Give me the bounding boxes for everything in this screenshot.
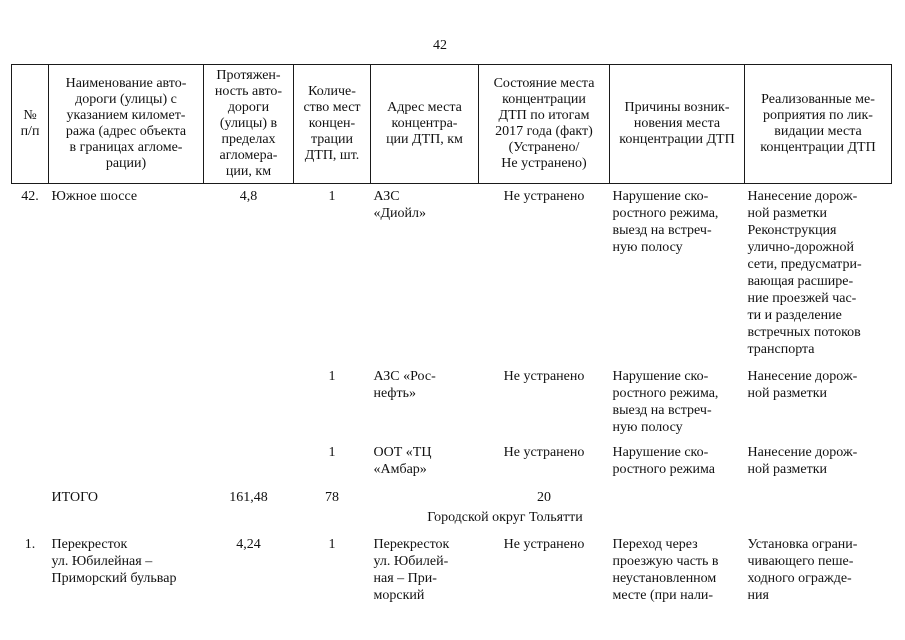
spot-address: ООТ «ТЦ «Амбар» — [373, 445, 432, 477]
header-row — [12, 65, 892, 184]
causes: Нарушение ско- ростного режима, выезд на встреч- ную полосу — [612, 369, 719, 435]
section-heading: Городской округ Тольятти — [427, 510, 583, 525]
road-length: 4,24 — [236, 537, 261, 552]
status: Не устранено — [503, 369, 585, 384]
causes: Переход через проезжую часть в неустановленном месте (при нали- — [612, 537, 719, 603]
total-count: 78 — [325, 490, 339, 505]
header-spot-count: Количе- ство мест концен- трации ДТП, шт. — [294, 65, 371, 184]
road-name: Перекресток ул. Юбилейная – Приморский бульвар — [51, 537, 177, 586]
page-number: 42 — [433, 38, 447, 53]
measures: Установка ограни- чивающего пеше- ходного огражде- ния — [747, 537, 858, 603]
row-number: 42. — [21, 189, 39, 204]
spot-address: АЗС «Диойл» — [373, 189, 427, 221]
table-row — [12, 184, 892, 359]
spot-count: 1 — [328, 369, 336, 384]
status: Не устранено — [503, 537, 585, 552]
table-row — [12, 526, 892, 604]
row-number: 1. — [24, 537, 36, 552]
total-label: ИТОГО — [51, 490, 98, 505]
total-row — [12, 478, 892, 506]
status: Не устранено — [503, 445, 585, 460]
measures: Нанесение дорож- ной разметки — [747, 445, 858, 477]
header-road-length: Протяжен- ность авто- дороги (улицы) в пределах агломера- ции, км — [204, 65, 294, 184]
total-status: 20 — [537, 490, 551, 505]
spot-count: 1 — [328, 189, 336, 204]
table-row — [12, 436, 892, 478]
road-name: Южное шоссе — [51, 189, 138, 204]
spot-address: АЗС «Рос- нефть» — [373, 369, 436, 401]
header-spot-address: Адрес места концентра- ции ДТП, км — [371, 65, 479, 184]
total-length: 161,48 — [229, 490, 268, 505]
header-road-name: Наименование авто- дороги (улицы) с указанием километ- ража (адрес объекта в границах агломе- рации) — [49, 65, 204, 184]
section-row — [12, 506, 892, 526]
causes: Нарушение ско- ростного режима — [612, 445, 715, 477]
header-num: № п/п — [12, 65, 49, 184]
measures: Нанесение дорож- ной разметки — [747, 369, 858, 401]
road-length: 4,8 — [239, 189, 258, 204]
measures: Нанесение дорож- ной разметки Реконструкция улично-дорожной сети, предусматри- вающая расшире- ние проезжей час- ти и разделение встречных потоков транспорта — [747, 189, 862, 357]
spot-count: 1 — [328, 537, 336, 552]
header-status: Состояние места концентрации ДТП по итогам 2017 года (факт) (Устранено/ Не устранено) — [479, 65, 610, 184]
table-row — [12, 358, 892, 436]
spot-address: Перекресток ул. Юбилей- ная – При- морский — [373, 537, 450, 603]
incident-table — [11, 64, 892, 604]
status: Не устранено — [503, 189, 585, 204]
header-causes: Причины возник- новения места концентрации ДТП — [610, 65, 745, 184]
spot-count: 1 — [328, 445, 336, 460]
header-measures: Реализованные ме- роприятия по лик- видации места концентрации ДТП — [745, 65, 892, 184]
causes: Нарушение ско- ростного режима, выезд на встреч- ную полосу — [612, 189, 719, 255]
